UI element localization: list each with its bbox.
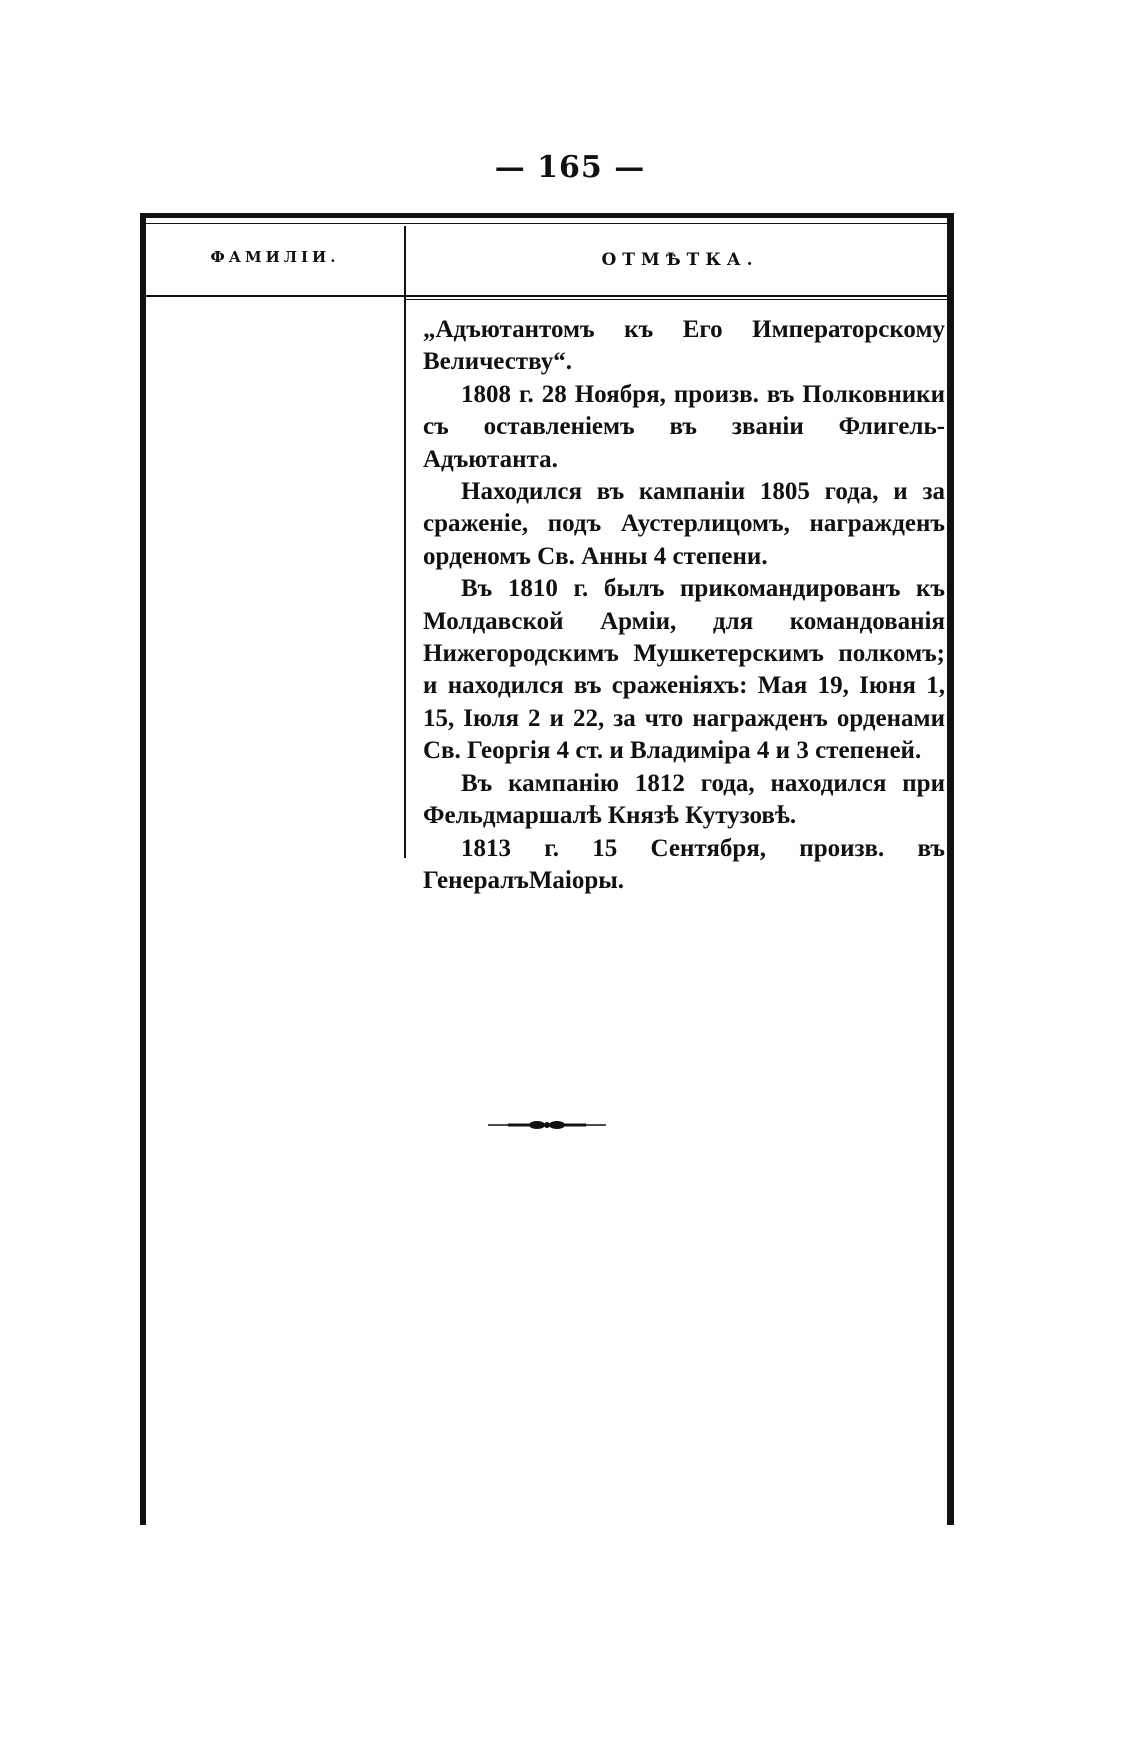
header-rule-left (146, 295, 404, 297)
column-header-surnames: ФАМИЛІИ. (210, 248, 340, 266)
note-paragraph: 1813 г. 15 Сентября, произв. въ ГенералъМаіоры. (423, 834, 945, 894)
note-paragraph: Находился въ кампаніи 1805 года, и за сраженіе, подъ Аустерлицомъ, награжденъ орденомъ Св. Анны 4 степени. (423, 478, 945, 570)
column-header-notes: ОТМѢТКА. (601, 250, 759, 270)
note-paragraph: Въ кампанію 1812 года, находился при Фельдмаршалѣ Князѣ Кутузовѣ. (423, 769, 945, 830)
register-table (140, 213, 954, 1525)
note-paragraph: 1808 г. 28 Ноября, произв. въ Полковники съ оставленіемъ въ званіи Флигель-Адъютанта. (423, 380, 945, 473)
notes-column (423, 314, 945, 897)
column-divider (404, 226, 406, 858)
page-number: — 165 — (494, 150, 646, 185)
note-paragraph: „Адъютантомъ къ Его Императорскому Величеству“. (423, 316, 945, 376)
note-paragraph: Въ 1810 г. былъ прикомандированъ къ Молдавской Арміи, для командованія Нижегородскимъ Мушкетерскимъ полкомъ; и находился въ сраженіяхъ: Мая 19, Іюня 1, 15, Іюля 2 и 22, за что награжденъ орденами Св. Георгія 4 ст. и Владиміра 4 и 3 степеней. (423, 575, 945, 765)
header-rule-right (406, 295, 947, 297)
ornamental-rule-icon (488, 1119, 606, 1131)
